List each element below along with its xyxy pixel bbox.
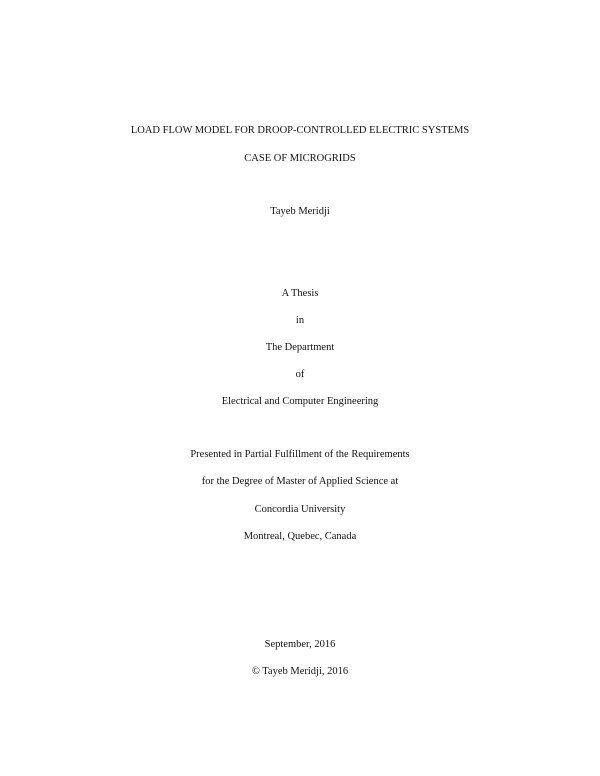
department-name: Electrical and Computer Engineering xyxy=(221,396,379,407)
author-name: Tayeb Meridji xyxy=(270,206,330,217)
university-location: Montreal, Quebec, Canada xyxy=(243,531,357,542)
department-label: The Department xyxy=(265,342,335,353)
university-name: Concordia University xyxy=(254,504,346,515)
copyright-notice: © Tayeb Meridji, 2016 xyxy=(251,666,349,677)
department-of: of xyxy=(295,369,305,380)
thesis-title-line-2: CASE OF MICROGRIDS xyxy=(244,153,356,164)
submission-date: September, 2016 xyxy=(264,639,336,650)
thesis-label: A Thesis xyxy=(281,288,319,299)
thesis-title-line-1: LOAD FLOW MODEL FOR DROOP-CONTROLLED ELECTRIC SYSTEMS xyxy=(130,125,470,136)
presented-line-2: for the Degree of Master of Applied Science at xyxy=(201,476,399,487)
presented-line-1: Presented in Partial Fulfillment of the Requirements xyxy=(190,449,410,460)
thesis-in: in xyxy=(295,315,305,326)
